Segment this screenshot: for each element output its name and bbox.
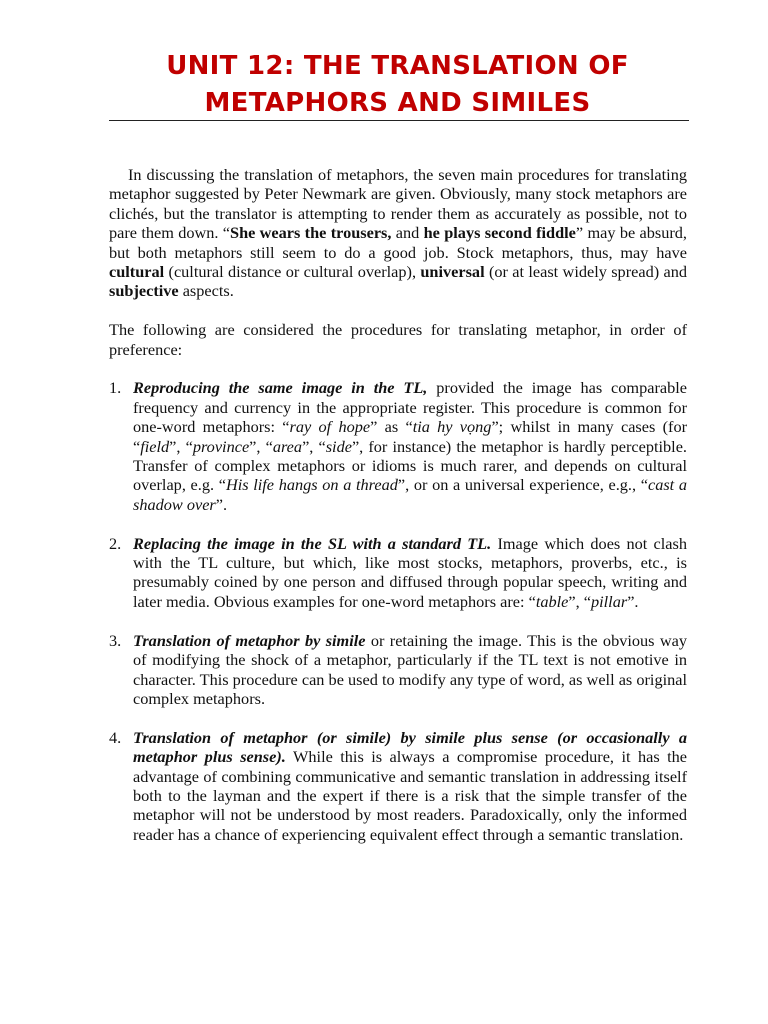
bold-phrase: She wears the trousers, [230, 223, 392, 243]
example-term: side [325, 436, 352, 456]
example-term: field [140, 436, 170, 456]
example-term: province [192, 436, 250, 456]
text-run: ”, or on a universal experience, e.g., “ [397, 475, 648, 495]
title-line-2: METAPHORS AND SIMILES [204, 88, 591, 118]
example-term: ray of hope [289, 417, 371, 437]
title-divider [109, 120, 689, 121]
page-title [0, 48, 768, 122]
example-term: area [272, 436, 303, 456]
list-item [109, 631, 687, 709]
item-heading: Translation of metaphor by simile [133, 630, 366, 650]
text-run: Image which does not clash with the TL culture, but which, like most stocks, metaphors, proverbs, etc., is presumably coined by one person and diffused through popular speech, writing and later media. Obvious examples for one-word metaphors are: “ [133, 533, 688, 611]
text-run: ”, for instance) the metaphor is hardly perceptible. Transfer of complex metaphors or idioms is much rarer, and depends on cultural overlap, e.g. “ [133, 436, 687, 495]
text-run: In discussing the translation of metaphors, the seven main procedures for translating metaphor suggested by Peter Newmark are given. Obviously, many stock metaphors are clichés, but the translator is attempting to render them as accurately as possible, not to pare them down. “ [109, 165, 687, 243]
lead-in-paragraph: The following are considered the procedures for translating metaphor, in order of preference: [109, 320, 687, 359]
example-term: cast a shadow over [133, 475, 687, 514]
text-run: ”, “ [568, 591, 591, 611]
text-run: ” as “ [370, 417, 413, 437]
text-run: ”, “ [169, 436, 193, 456]
text-run: While this is always a compromise procedure, it has the advantage of combining communicative and semantic translation in addressing itself both to the layman and the expert if there is a risk that the simple transfer of the metaphor will not be understood by most readers. Paradoxically, only the informed reader has a chance of experiencing equivalent effect through a semantic translation. [133, 747, 687, 844]
text-run: (or at least widely spread) and [484, 262, 687, 282]
list-number: 4. [109, 727, 122, 747]
bold-phrase: universal [420, 262, 485, 282]
text-run: or retaining the image. This is the obvious way of modifying the shock of a metaphor, particularly if the TL text is not emotive in character. This procedure can be used to modify any type of word, as well as original complex metaphors. [133, 630, 687, 708]
list-item [109, 728, 687, 844]
list-item [109, 378, 687, 514]
list-number: 1. [109, 378, 122, 398]
list-item [109, 534, 687, 612]
example-term: His life hangs on a thread [225, 475, 398, 495]
bold-phrase: subjective [109, 281, 179, 301]
text-run: aspects. [178, 281, 234, 301]
item-heading: Replacing the image in the SL with a standard TL. [133, 533, 492, 553]
text-run: ”, “ [302, 436, 326, 456]
document-body [109, 165, 687, 864]
procedure-list [109, 378, 687, 844]
text-run: (cultural distance or cultural overlap), [164, 262, 421, 282]
title-line-1: UNIT 12: THE TRANSLATION OF [166, 51, 629, 81]
bold-phrase: he plays second fiddle [423, 223, 576, 243]
list-number: 2. [109, 533, 122, 553]
example-term: table [535, 591, 569, 611]
item-heading: Reproducing the same image in the TL, [133, 378, 428, 398]
text-run: ”; whilst in many cases (for “ [133, 417, 688, 456]
example-term: tia hy vọng [412, 417, 492, 437]
intro-paragraph [109, 165, 687, 301]
example-term: pillar [590, 591, 628, 611]
text-run: provided the image has comparable frequency and currency in the appropriate register. This procedure is common for one-word metaphors: “ [133, 378, 687, 437]
text-run: ”. [627, 591, 639, 611]
text-run: ”. [215, 494, 228, 514]
text-run: ”, “ [249, 436, 273, 456]
item-heading: Translation of metaphor (or simile) by simile plus sense (or occasionally a metaphor plus sense). [133, 727, 687, 767]
text-run: ” may be absurd, but both metaphors still seem to do a good job. Stock metaphors, thus, may have [109, 223, 687, 262]
list-number: 3. [109, 630, 122, 650]
bold-phrase: cultural [109, 262, 165, 282]
text-run: and [391, 223, 424, 243]
